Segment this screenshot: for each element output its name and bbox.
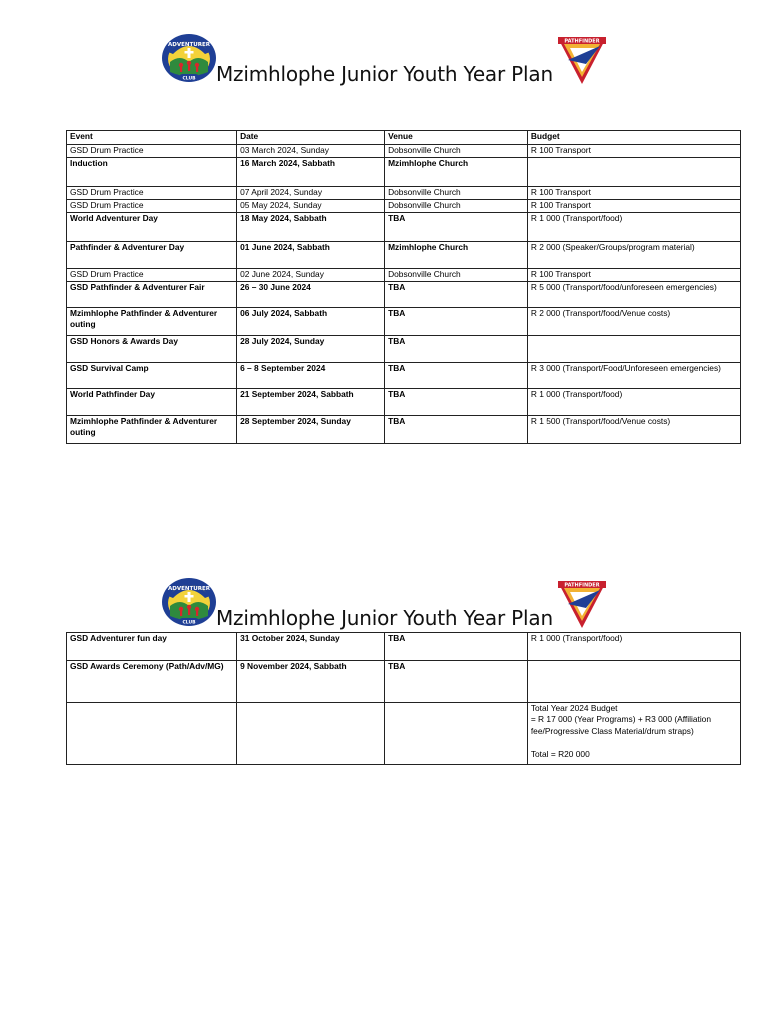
venue-cell: TBA <box>385 336 528 363</box>
event-cell: GSD Drum Practice <box>67 187 237 200</box>
table-row <box>67 703 741 765</box>
table-row <box>67 187 741 200</box>
table-row <box>67 158 741 187</box>
venue-cell: TBA <box>385 213 528 242</box>
budget-cell <box>527 336 740 363</box>
table-row <box>67 145 741 158</box>
budget-cell: R 2 000 (Speaker/Groups/program material) <box>527 242 740 269</box>
budget-cell: R 100 Transport <box>527 145 740 158</box>
venue-cell: Mzimhlophe Church <box>385 158 528 187</box>
budget-cell <box>527 661 740 703</box>
table-row <box>67 363 741 389</box>
table-header-row <box>67 131 741 145</box>
event-cell: GSD Pathfinder & Adventurer Fair <box>67 282 237 308</box>
budget-cell: R 1 000 (Transport/food) <box>527 389 740 416</box>
date-cell: 06 July 2024, Sabbath <box>237 308 385 336</box>
pathfinder-logo <box>556 578 608 630</box>
table-row <box>67 269 741 282</box>
event-cell: GSD Drum Practice <box>67 200 237 213</box>
budget-cell: R 100 Transport <box>527 269 740 282</box>
table-row <box>67 213 741 242</box>
date-cell: 07 April 2024, Sunday <box>237 187 385 200</box>
event-cell: GSD Awards Ceremony (Path/Adv/MG) <box>67 661 237 703</box>
event-cell: GSD Drum Practice <box>67 145 237 158</box>
budget-cell: R 5 000 (Transport/food/unforeseen emergencies) <box>527 282 740 308</box>
pathfinder-logo-text: PATHFINDER <box>564 582 600 589</box>
header-venue: Venue <box>385 131 528 145</box>
event-cell: Pathfinder & Adventurer Day <box>67 242 237 269</box>
event-cell: Mzimhlophe Pathfinder & Adventurer outing <box>67 416 237 444</box>
budget-cell: R 1 000 (Transport/food) <box>527 633 740 661</box>
date-cell: 01 June 2024, Sabbath <box>237 242 385 269</box>
page2-title: Mzimhlophe Junior Youth Year Plan <box>216 606 553 630</box>
adventurer-club-logo <box>160 32 218 84</box>
table-row <box>67 200 741 213</box>
venue-cell: TBA <box>385 308 528 336</box>
venue-cell: Dobsonville Church <box>385 187 528 200</box>
date-cell: 31 October 2024, Sunday <box>237 633 385 661</box>
total-budget-breakdown: = R 17 000 (Year Programs) + R3 000 (Affiliation fee/Progressive Class Material/drum straps) <box>530 714 712 736</box>
page2-header <box>0 574 768 634</box>
year-plan-table <box>66 130 741 444</box>
venue-cell: TBA <box>385 363 528 389</box>
budget-cell: R 100 Transport <box>527 200 740 213</box>
adventurer-logo-top-text: ADVENTURER <box>168 42 210 48</box>
event-cell: GSD Survival Camp <box>67 363 237 389</box>
venue-cell: TBA <box>385 416 528 444</box>
table-row <box>67 308 741 336</box>
event-cell: GSD Drum Practice <box>67 269 237 282</box>
header-event: Event <box>67 131 237 145</box>
year-plan-table-continued <box>66 632 741 765</box>
date-cell: 28 September 2024, Sunday <box>237 416 385 444</box>
date-cell: 02 June 2024, Sunday <box>237 269 385 282</box>
pathfinder-logo-text: PATHFINDER <box>564 38 600 45</box>
date-cell: 26 – 30 June 2024 <box>237 282 385 308</box>
table-row <box>67 242 741 269</box>
event-cell: GSD Honors & Awards Day <box>67 336 237 363</box>
table-row <box>67 336 741 363</box>
budget-cell: R 3 000 (Transport/Food/Unforeseen emergencies) <box>527 363 740 389</box>
date-cell: 03 March 2024, Sunday <box>237 145 385 158</box>
venue-cell: Mzimhlophe Church <box>385 242 528 269</box>
date-cell: 28 July 2024, Sunday <box>237 336 385 363</box>
event-cell <box>67 703 237 765</box>
venue-cell: TBA <box>385 389 528 416</box>
event-cell: World Adventurer Day <box>67 213 237 242</box>
header-date: Date <box>237 131 385 145</box>
venue-cell: TBA <box>385 633 528 661</box>
adventurer-club-logo <box>160 576 218 628</box>
date-cell: 21 September 2024, Sabbath <box>237 389 385 416</box>
event-cell: GSD Adventurer fun day <box>67 633 237 661</box>
total-budget-heading: Total Year 2024 Budget <box>530 703 618 713</box>
page1-header <box>0 30 768 90</box>
date-cell: 6 – 8 September 2024 <box>237 363 385 389</box>
table-row <box>67 416 741 444</box>
table-row <box>67 389 741 416</box>
date-cell: 9 November 2024, Sabbath <box>237 661 385 703</box>
total-budget-cell <box>527 703 740 765</box>
event-cell: World Pathfinder Day <box>67 389 237 416</box>
venue-cell: TBA <box>385 282 528 308</box>
page1-title: Mzimhlophe Junior Youth Year Plan <box>216 62 553 86</box>
venue-cell: Dobsonville Church <box>385 200 528 213</box>
table-row <box>67 661 741 703</box>
budget-cell <box>527 158 740 187</box>
event-cell: Mzimhlophe Pathfinder & Adventurer outing <box>67 308 237 336</box>
date-cell <box>237 703 385 765</box>
budget-cell: R 100 Transport <box>527 187 740 200</box>
date-cell: 16 March 2024, Sabbath <box>237 158 385 187</box>
pathfinder-logo <box>556 34 608 86</box>
table-row <box>67 282 741 308</box>
budget-cell: R 1 000 (Transport/food) <box>527 213 740 242</box>
total-budget-sum: Total = R20 000 <box>530 749 590 760</box>
adventurer-logo-bottom-text: CLUB <box>182 620 196 626</box>
table-row <box>67 633 741 661</box>
event-cell: Induction <box>67 158 237 187</box>
adventurer-logo-top-text: ADVENTURER <box>168 586 210 592</box>
venue-cell: Dobsonville Church <box>385 269 528 282</box>
budget-cell: R 1 500 (Transport/food/Venue costs) <box>527 416 740 444</box>
venue-cell <box>385 703 528 765</box>
date-cell: 05 May 2024, Sunday <box>237 200 385 213</box>
venue-cell: TBA <box>385 661 528 703</box>
venue-cell: Dobsonville Church <box>385 145 528 158</box>
header-budget: Budget <box>527 131 740 145</box>
date-cell: 18 May 2024, Sabbath <box>237 213 385 242</box>
budget-cell: R 2 000 (Transport/food/Venue costs) <box>527 308 740 336</box>
adventurer-logo-bottom-text: CLUB <box>182 76 196 82</box>
